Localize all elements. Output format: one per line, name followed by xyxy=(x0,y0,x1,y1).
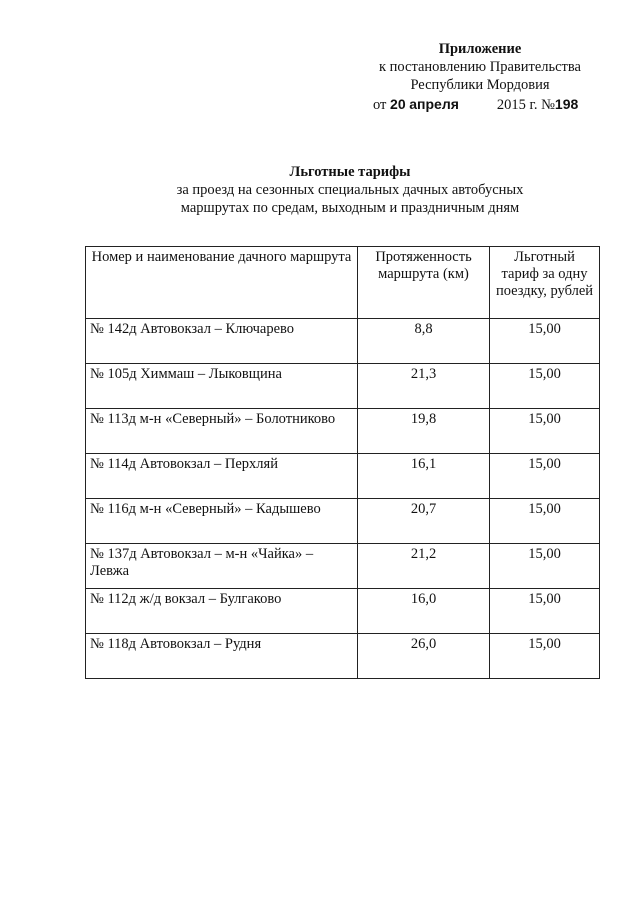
appendix-block xyxy=(340,40,620,114)
table-row xyxy=(86,409,600,454)
table-row xyxy=(86,634,600,679)
route-cell: № 116д м-н «Северный» – Кадышево xyxy=(86,499,358,544)
tariff-cell: 15,00 xyxy=(490,634,600,679)
date-prefix: от xyxy=(373,97,387,113)
title-line-1: за проезд на сезонных специальных дачных автобусных xyxy=(176,182,524,198)
tariff-cell: 15,00 xyxy=(490,589,600,634)
date-month: апреля xyxy=(409,96,459,112)
length-cell: 16,0 xyxy=(358,589,490,634)
doc-number: 198 xyxy=(554,96,579,112)
table-row xyxy=(86,499,600,544)
route-cell: № 114д Автовокзал – Перхляй xyxy=(86,454,358,499)
route-cell: № 112д ж/д вокзал – Булгаково xyxy=(86,589,358,634)
route-cell: № 105д Химмаш – Лыковщина xyxy=(86,364,358,409)
date-day: 20 xyxy=(390,96,406,112)
header-tariff: Льготный тариф за одну поездку, рублей xyxy=(490,247,600,319)
table-row xyxy=(86,454,600,499)
title-line-2: маршрутах по средам, выходным и праздничным дням xyxy=(180,200,520,216)
tariff-cell: 15,00 xyxy=(490,544,600,589)
appendix-line-1: к постановлению Правительства xyxy=(379,59,581,75)
date-year: 2015 г. № xyxy=(496,97,555,113)
route-cell: № 142д Автовокзал – Ключарево xyxy=(86,319,358,364)
length-cell: 21,3 xyxy=(358,364,490,409)
appendix-heading: Приложение xyxy=(438,41,522,57)
tariff-cell: 15,00 xyxy=(490,454,600,499)
length-cell: 21,2 xyxy=(358,544,490,589)
length-cell: 19,8 xyxy=(358,409,490,454)
table-row xyxy=(86,589,600,634)
table-header-row xyxy=(86,247,600,319)
tariff-cell: 15,00 xyxy=(490,364,600,409)
tariffs-table xyxy=(85,246,600,679)
tariff-cell: 15,00 xyxy=(490,319,600,364)
title-heading: Льготные тарифы xyxy=(289,164,411,180)
table-row xyxy=(86,544,600,589)
header-route: Номер и наименование дачного маршрута xyxy=(86,247,358,319)
length-cell: 8,8 xyxy=(358,319,490,364)
document-title xyxy=(60,163,640,217)
tariff-cell: 15,00 xyxy=(490,499,600,544)
length-cell: 20,7 xyxy=(358,499,490,544)
length-cell: 16,1 xyxy=(358,454,490,499)
header-length: Протяженность маршрута (км) xyxy=(358,247,490,319)
length-cell: 26,0 xyxy=(358,634,490,679)
table-row xyxy=(86,364,600,409)
tariff-cell: 15,00 xyxy=(490,409,600,454)
appendix-date-line xyxy=(340,95,620,114)
route-cell: № 137д Автовокзал – м-н «Чайка» – Левжа xyxy=(86,544,358,589)
route-cell: № 118д Автовокзал – Рудня xyxy=(86,634,358,679)
appendix-line-2: Республики Мордовия xyxy=(410,77,550,93)
table-row xyxy=(86,319,600,364)
route-cell: № 113д м-н «Северный» – Болотниково xyxy=(86,409,358,454)
